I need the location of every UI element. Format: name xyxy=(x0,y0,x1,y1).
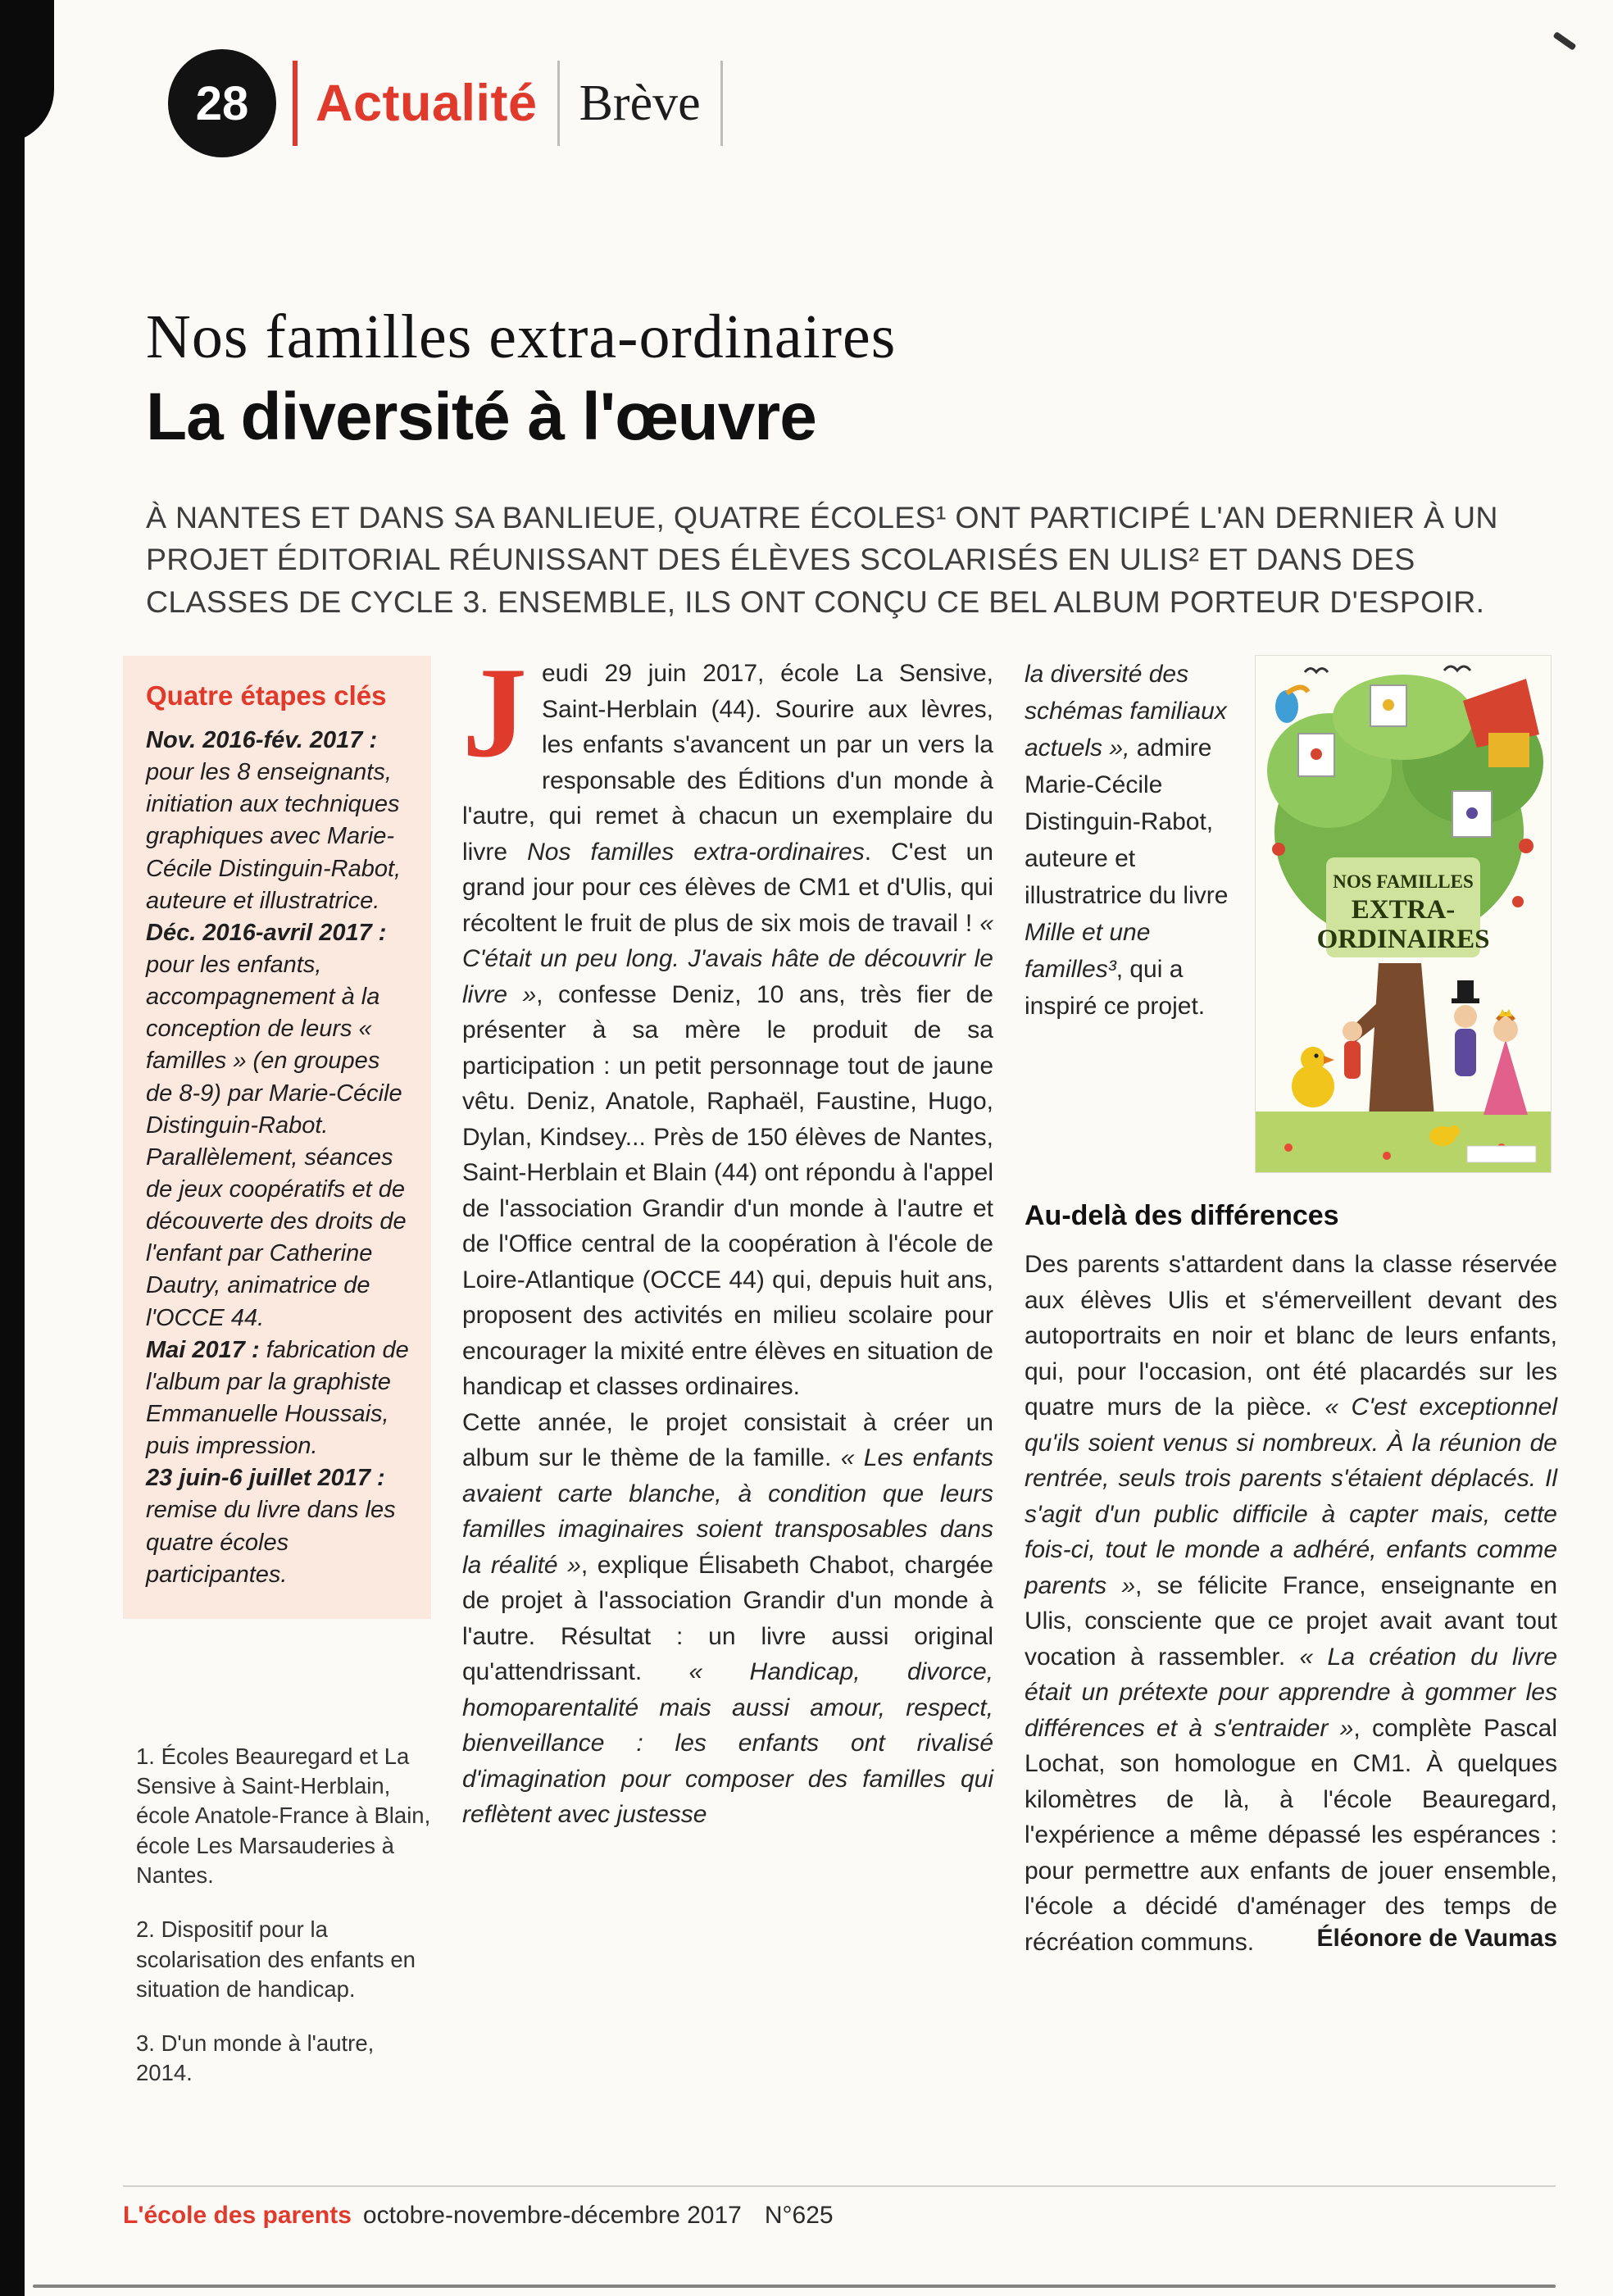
step-dates: 23 juin-6 juillet 2017 : xyxy=(146,1465,385,1492)
cover-title-line1: NOS FAMILLES xyxy=(1333,871,1474,892)
section-heading: Au-delà des différences xyxy=(1025,1200,1339,1231)
article-paragraph xyxy=(1025,1247,1557,1960)
standfirst: À NANTES ET DANS SA BANLIEUE, QUATRE ÉCOLES¹ ONT PARTICIPÉ L'AN DERNIER À UN PROJET ÉDITORIAL RÉUNISSANT DES ÉLÈVES SCOLARISÉS EN ULIS² ET DANS DES CLASSES DE CYCLE 3. ENSEMBLE, ILS ONT CONÇU CE BEL ALBUM PORTEUR D'ESPOIR. xyxy=(146,500,1498,619)
footnote-1: 1. Écoles Beauregard et La Sensive à Saint-Herblain, école Anatole-France à Blain, école Les Marsauderies à Nantes. xyxy=(136,1743,431,1888)
article-paragraph xyxy=(462,641,993,1405)
book-cover xyxy=(1256,656,1551,1172)
author-byline: Éléonore de Vaumas xyxy=(1316,1925,1557,1952)
left-column xyxy=(123,656,431,2113)
header-divider xyxy=(720,61,723,146)
key-step xyxy=(146,1462,410,1591)
issue-number: N°625 xyxy=(764,2202,834,2229)
step-text: fabrication de l'album par la graphiste Emmanuelle Houssais, puis impression. xyxy=(146,1336,409,1460)
key-steps-box xyxy=(123,656,431,1619)
book-cover-illustration xyxy=(1256,656,1551,1172)
footnote-3: 3. D'un monde à l'autre, 2014. xyxy=(136,2030,375,2086)
right-column-top xyxy=(1025,656,1557,1172)
footnote-2: 2. Dispositif pour la scolarisation des enfants en situation de handicap. xyxy=(136,1916,416,2002)
paragraph-text: eudi 29 juin 2017, école La Sensive, Saint-Herblain (44). Sourire aux lèvres, les enfants s'avancent un par un vers la responsable des Éditions d'un monde à l'autre, qui remet à chacun un exemplaire du livre Nos familles extra-ordinaires. C'est un grand jour pour ces élèves de CM1 et d'Ulis, qui récoltent le fruit de plus de six mois de travail ! « C'était un peu long. J'avais hâte de découvrir le livre », confesse Deniz, 10 ans, très fier de présenter à sa mère le produit de sa participation : un petit personnage tout de jaune vêtu. Deniz, Anatole, Raphaël, Faustine, Hugo, Dylan, Kindsey... Près de 150 élèves de Nantes, Saint-Herblain et Blain (44) ont répondu à l'appel de l'association Grandir d'un monde à l'autre et de l'Office central de la coopération à l'école de Loire-Atlantique (OCCE 44) qui, depuis huit ans, proposent des activités en milieu scolaire pour encourager la mixité entre élèves en situation de handicap et classes ordinaires. xyxy=(462,660,993,1400)
scan-edge-bottom xyxy=(33,2285,1556,2288)
article-body xyxy=(123,641,1558,2113)
article-main-title: La diversité à l'œuvre xyxy=(146,379,816,454)
key-steps-title: Quatre étapes clés xyxy=(146,680,387,711)
step-dates: Nov. 2016-fév. 2017 : xyxy=(146,727,378,753)
key-step xyxy=(146,725,410,917)
article-paragraph xyxy=(462,1405,993,1833)
footnotes xyxy=(123,1742,431,2089)
cover-title-line3: ORDINAIRES xyxy=(1316,925,1490,954)
magazine-name: L'école des parents xyxy=(123,2202,352,2229)
key-step xyxy=(146,917,410,1334)
cover-title-line2: EXTRA- xyxy=(1351,895,1456,925)
scan-edge-corner xyxy=(0,0,54,143)
issue-date: octobre-novembre-décembre 2017 xyxy=(362,2202,742,2229)
scan-edge-left xyxy=(0,0,25,2296)
step-text: remise du livre dans les quatre écoles participantes. xyxy=(146,1497,396,1588)
key-step xyxy=(146,1334,410,1463)
page-footer xyxy=(123,2185,1556,2230)
middle-column xyxy=(462,641,994,2113)
page-header xyxy=(168,49,743,157)
subsection-label: Brève xyxy=(579,75,701,131)
paragraph-text: la diversité des schémas familiaux actuels », admire Marie-Cécile Distinguin-Rabot, auteure et illustratrice du livre Mille et une familles³, qui a inspiré ce projet. xyxy=(1025,661,1229,1020)
scan-mark xyxy=(1552,31,1576,51)
step-text: pour les 8 enseignants, initiation aux techniques graphiques avec Marie-Cécile Distinguin-Rabot, auteure et illustratrice. xyxy=(146,759,402,914)
header-divider xyxy=(557,61,560,146)
header-divider-red xyxy=(293,61,298,146)
title-block xyxy=(146,302,897,454)
article-kicker-title: Nos familles extra-ordinaires xyxy=(146,302,897,371)
step-text: pour les enfants, accompagnement à la conception de leurs « familles » (en groupes de 8-9) par Marie-Cécile Distinguin-Rabot. Parallèlement, séances de jeux coopératifs et de découverte des droits de l'enfant par Catherine Dautry, animatrice de l'OCCE 44. xyxy=(146,951,407,1331)
paragraph-text: Des parents s'attardent dans la classe réservée aux élèves Ulis et s'émerveillent devant des autoportraits en noir et blanc de leurs enfants, qui, pour l'occasion, ont été placardés sur les quatre murs de la pièce. « C'est exceptionnel qu'ils soient venus si nombreux. À la réunion de rentrée, seuls trois parents s'étaient déplacés. Il s'agit d'un public difficile à capter mais, cette fois-ci, tout le monde a adhéré, enfants comme parents », se félicite France, enseignante en Ulis, consciente que ce projet avait avant tout vocation à rassembler. « La création du livre était un prétexte pour apprendre à gommer les différences et à s'entraider », complète Pascal Lochat, son homologue en CM1. À quelques kilomètres de là, à l'école Beauregard, l'expérience a même dépassé les espérances : pour permettre aux enfants de jouer ensemble, l'école a décidé d'aménager des temps de récréation communs. xyxy=(1025,1251,1558,1956)
step-dates: Mai 2017 : xyxy=(146,1336,266,1363)
right-column xyxy=(1025,656,1557,2113)
article-paragraph xyxy=(1025,656,1234,1172)
paragraph-text: Cette année, le projet consistait à créer un album sur le thème de la famille. « Les enfants avaient carte blanche, à condition que leurs familles imaginaires soient transposables dans la réalité », explique Élisabeth Chabot, chargée de projet à l'association Grandir d'un monde à l'autre. Résultat : un livre aussi original qu'attendrissant. « Handicap, divorce, homoparentalité mais aussi amour, respect, bienveillance : les enfants ont rivalisé d'imagination pour composer des familles qui reflètent avec justesse xyxy=(462,1408,994,1828)
page-number-badge: 28 xyxy=(168,49,276,157)
section-label: Actualité xyxy=(316,75,538,132)
drop-cap: J xyxy=(462,641,527,784)
step-dates: Déc. 2016-avril 2017 : xyxy=(146,919,387,946)
